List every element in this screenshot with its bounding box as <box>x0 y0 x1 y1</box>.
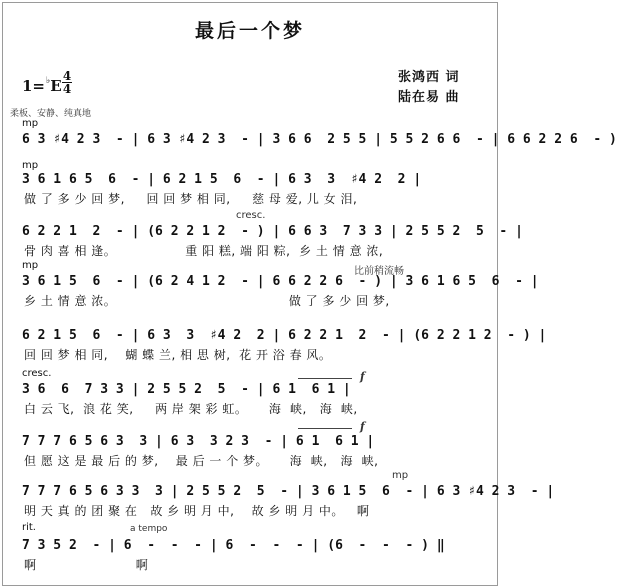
dynamic-mark: cresc. <box>22 368 52 379</box>
key-signature <box>22 76 62 95</box>
notation-line: 6 2 2 1 2 - | (6 2 2 1 2 - ) | 6 6 3 7 3 3 | 2 5 5 2 5 - | <box>22 224 523 239</box>
notation-line: 7 7 7 6 5 6 3 3 3 | 2 5 5 2 5 - | 3 6 1 5 6 - | 6 3 ♯4 2 3 - | <box>22 484 555 499</box>
expression-marking: 柔板、安静、纯真地 <box>10 109 92 119</box>
score-system-6 <box>8 366 492 416</box>
score-system-1 <box>8 118 617 158</box>
crescendo-hairpin <box>298 378 352 379</box>
meter-top: 4 <box>62 69 72 83</box>
score-system-2 <box>8 160 492 206</box>
score-system-3 <box>8 210 523 258</box>
forte-mark: f <box>360 420 365 433</box>
lyric-line: 啊 啊 <box>24 558 149 572</box>
notation-line: 3 6 1 5 6 - | (6 2 4 1 2 - | 6 6 2 2 6 - ) | 3 6 1 6 5 6 - | <box>22 274 539 289</box>
lyric-line: 白 云 飞, 浪 花 笑, 两 岸 架 彩 虹。 海 峡, 海 峡, <box>24 402 358 416</box>
dynamic-mark: mp <box>22 260 39 271</box>
lyric-line: 骨 肉 喜 相 逢。 重 阳 糕, 端 阳 粽, 乡 土 情 意 浓, <box>24 244 384 258</box>
notation-line: 6 2 1 5 6 - | 6 3 3 ♯4 2 2 | 6 2 2 1 2 - | (6 2 2 1 2 - ) | <box>22 328 547 343</box>
rit-marking: rit. <box>22 522 36 533</box>
crescendo-hairpin <box>298 428 352 429</box>
time-signature <box>62 70 72 95</box>
key-letter: E <box>50 77 62 95</box>
composer-credit: 陆在易 曲 <box>398 90 460 105</box>
key-prefix: 1= <box>22 77 46 95</box>
lyricist-credit: 张鸿西 词 <box>398 70 460 85</box>
score-system-4 <box>8 258 539 308</box>
lyric-line: 乡 土 情 意 浓。 做 了 多 少 回 梦, <box>24 294 390 308</box>
forte-mark: f <box>360 370 365 383</box>
lyric-line: 明 天 真 的 团 聚 在 故 乡 明 月 中, 故 乡 明 月 中。 啊 <box>24 504 370 518</box>
dynamic-mark: mp <box>22 118 39 129</box>
cresc-marking: cresc. <box>236 210 266 221</box>
meter-bottom: 4 <box>62 82 72 96</box>
score-system-8 <box>8 468 555 522</box>
score-system-7 <box>8 418 492 466</box>
notation-line: 7 7 7 6 5 6 3 3 | 6 3 3 2 3 - | 6 1 6 1 | <box>22 434 375 449</box>
flat-sign: ♭ <box>46 76 51 86</box>
score-system-9 <box>8 522 492 576</box>
atempo-marking: a tempo <box>130 524 168 534</box>
song-title: 最后一个梦 <box>194 20 305 42</box>
tempo-text: 比前稍流畅 <box>354 266 404 277</box>
score-system-5 <box>8 320 547 364</box>
notation-line: 6 3 ♯4 2 3 - | 6 3 ♯4 2 3 - | 3 6 6 2 5 5 | 5 5 2 6 6 - | 6 6 2 2 6 - ) <box>22 132 617 147</box>
notation-line: 3 6 1 6 5 6 - | 6 2 1 5 6 - | 6 3 3 ♯4 2 2 | <box>22 172 429 187</box>
notation-line: 7 3 5 2 - | 6 - - - | 6 - - - | (6 - - - ) ‖ <box>22 538 445 553</box>
dynamic-mark: mp <box>22 160 39 171</box>
notation-line: 3 6 6 7 3 3 | 2 5 5 2 5 - | 6 1 6 1 | <box>22 382 351 397</box>
lyric-line: 回 回 梦 相 同, 蝴 蝶 兰, 相 思 树, 花 开 浴 春 风。 <box>24 348 332 362</box>
mp-marking: mp <box>392 470 409 481</box>
lyric-line: 但 愿 这 是 最 后 的 梦, 最 后 一 个 梦。 海 峡, 海 峡, <box>24 454 379 468</box>
lyric-line: 做 了 多 少 回 梦, 回 回 梦 相 同, 慈 母 爱, 儿 女 泪, <box>24 192 358 206</box>
